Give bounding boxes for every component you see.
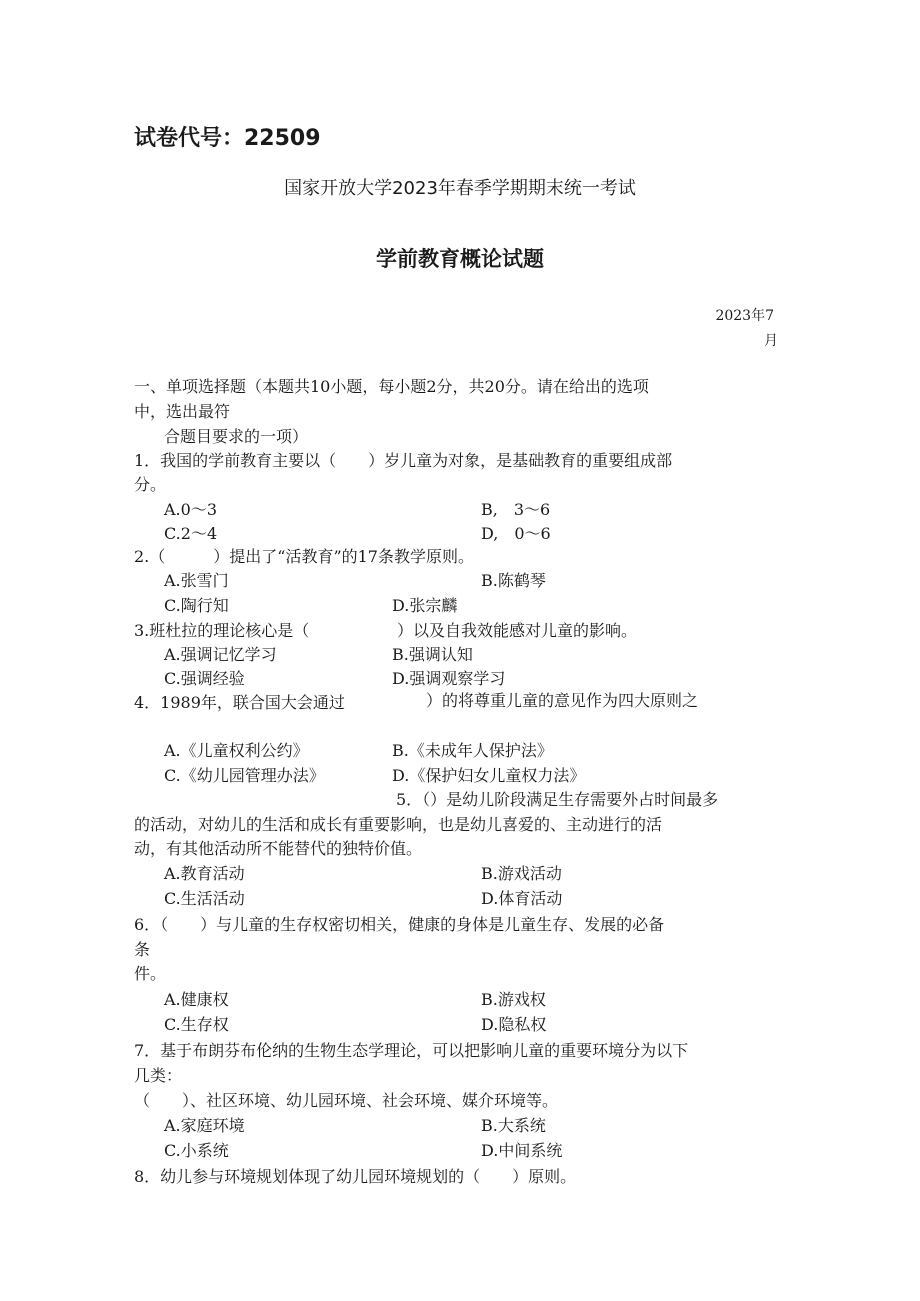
exam-date-line2: 月	[764, 333, 778, 349]
option-c: C.小系统	[164, 1141, 229, 1160]
question-stem: （ ）、社区环境、幼儿园环境、社会环境、媒介环境等。	[134, 1091, 559, 1110]
question-stem: 分。	[134, 475, 167, 494]
option-d: D.体育活动	[481, 889, 563, 908]
option-a: A.家庭环境	[164, 1116, 245, 1135]
question-stem: 1．我国的学前教育主要以（ ）岁儿童为对象，是基础教育的重要组成部	[134, 451, 673, 470]
question-stem: 8．幼儿参与环境规划体现了幼儿园环境规划的（ ）原则。	[134, 1167, 577, 1186]
option-d: D.《保护妇女儿童权力法》	[392, 766, 586, 785]
option-b: B.强调认知	[392, 645, 473, 664]
question-stem: ）以及自我效能感对儿童的影响。	[397, 621, 638, 640]
option-b: B.陈鹤琴	[481, 571, 546, 590]
section-heading-line: 合题目要求的一项）	[164, 427, 309, 446]
option-d: D.强调观察学习	[392, 669, 506, 688]
option-a: A.强调记忆学习	[164, 645, 277, 664]
paper-title: 学前教育概论试题	[376, 247, 544, 271]
question-stem: 的活动，对幼儿的生活和成长有重要影响，也是幼儿喜爱的、主动进行的活	[134, 815, 663, 834]
option-b: B.《未成年人保护法》	[392, 741, 553, 760]
option-c: C.生活活动	[164, 889, 245, 908]
exam-date-line1: 2023年7	[715, 308, 774, 324]
option-c: C.2～4	[164, 524, 218, 543]
paper-code: 试卷代号：22509	[134, 126, 321, 151]
question-stem: 4．1989年，联合国大会通过	[134, 693, 345, 712]
option-d: D, 0～6	[481, 524, 551, 543]
option-b: B.游戏活动	[481, 864, 562, 883]
option-b: B, 3～6	[481, 500, 551, 519]
option-a: A.0～3	[164, 500, 218, 519]
question-stem: 7．基于布朗芬布伦纳的生物生态学理论，可以把影响儿童的重要环境分为以下	[134, 1041, 689, 1060]
option-c: C.强调经验	[164, 669, 245, 688]
question-stem: 5．（）是幼儿阶段满足生存需要外占时间最多	[396, 790, 719, 809]
question-stem: 6．（ ）与儿童的生存权密切相关，健康的身体是儿童生存、发展的必备	[134, 915, 665, 934]
question-stem: ）的将尊重儿童的意见作为四大原则之	[426, 691, 699, 710]
option-b: B.游戏权	[481, 990, 546, 1009]
question-stem: 2.（ ）提出了“活教育”的17条教学原则。	[134, 547, 474, 566]
question-stem: 件。	[134, 964, 167, 983]
option-d: D.张宗麟	[392, 596, 458, 615]
option-d: D.中间系统	[481, 1141, 563, 1160]
option-a: A.健康权	[164, 990, 229, 1009]
option-c: C.生存权	[164, 1015, 229, 1034]
option-a: A.教育活动	[164, 864, 245, 883]
section-heading-line: 中，选出最符	[134, 402, 231, 421]
question-stem: 动，有其他活动所不能替代的独特价值。	[134, 839, 423, 858]
option-c: C.陶行知	[164, 596, 229, 615]
option-d: D.隐私权	[481, 1015, 547, 1034]
option-a: A.《儿童权利公约》	[164, 741, 309, 760]
option-b: B.大系统	[481, 1116, 546, 1135]
exam-title: 国家开放大学2023年春季学期期末统一考试	[284, 178, 636, 199]
section-heading-line: 一、单项选择题（本题共10小题，每小题2分，共20分。请在给出的选项	[134, 377, 649, 396]
question-stem: 3.班杜拉的理论核心是（	[134, 621, 310, 640]
question-stem: 几类：	[134, 1066, 183, 1085]
option-c: C.《幼儿园管理办法》	[164, 766, 325, 785]
question-stem: 条	[134, 940, 151, 959]
option-a: A.张雪门	[164, 571, 229, 590]
